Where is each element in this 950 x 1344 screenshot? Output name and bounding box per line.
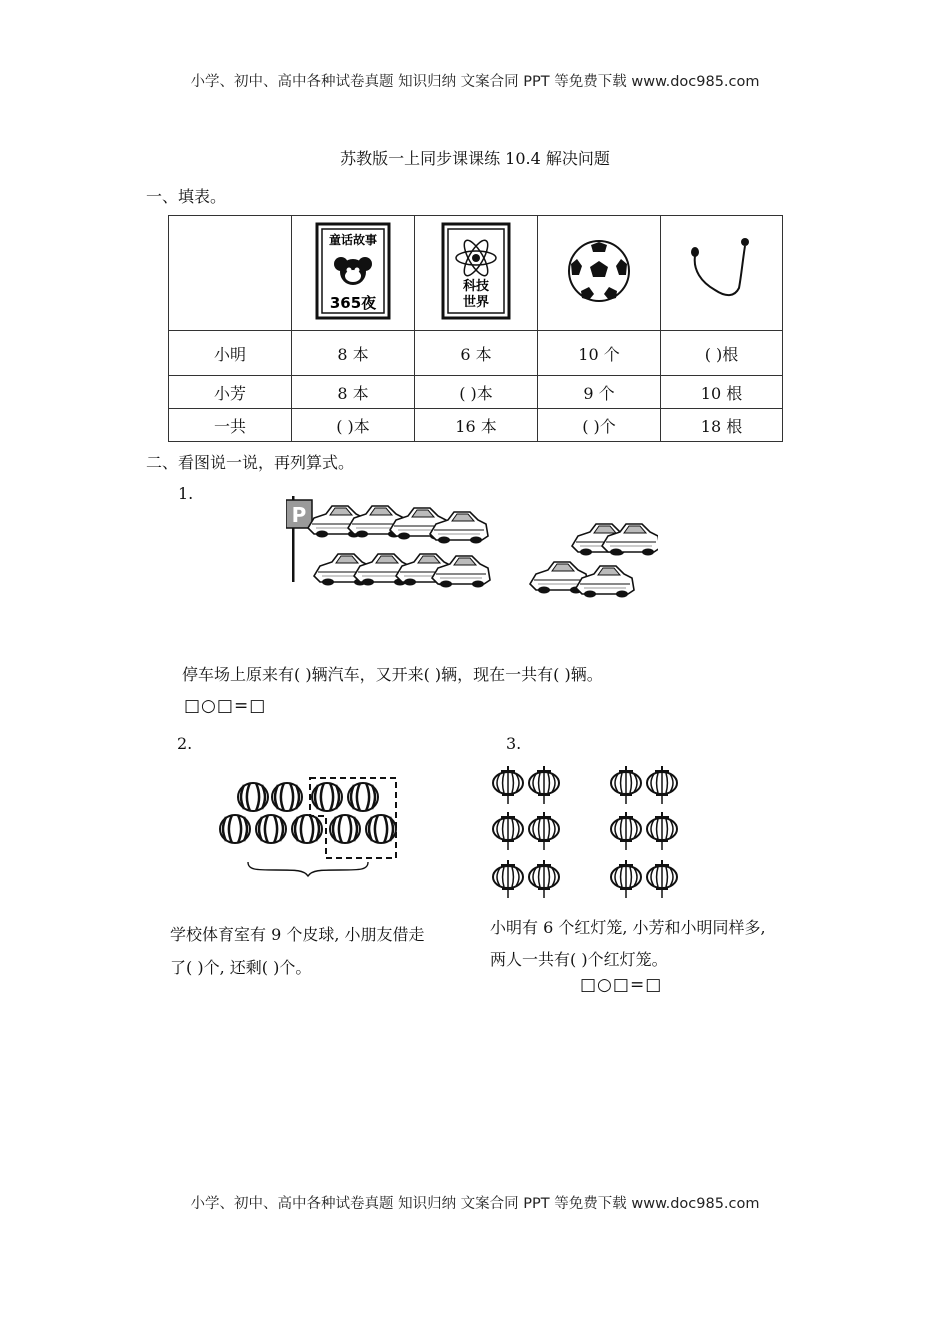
lantern-icon xyxy=(529,812,559,850)
lantern-icon xyxy=(529,860,559,898)
balls-illustration xyxy=(216,774,402,878)
page-footer: 小学、初中、高中各种试卷真题 知识归纳 文案合同 PPT 等免费下载 www.doc985.com xyxy=(190,1196,760,1212)
ball-icon xyxy=(272,783,302,811)
table-cell: 10 根 xyxy=(661,376,783,409)
lantern-icon xyxy=(611,766,641,804)
row-label-total: 一共 xyxy=(169,409,292,442)
page-header: 小学、初中、高中各种试卷真题 知识归纳 文案合同 PPT 等免费下载 www.doc985.com xyxy=(190,74,760,90)
question-3-text-line2: 两人一共有( )个红灯笼。 xyxy=(490,950,668,969)
ball-icon xyxy=(256,815,286,843)
parking-sign-letter: P xyxy=(291,503,307,527)
table-row-images xyxy=(169,216,783,331)
section1-heading: 一、填表。 xyxy=(146,187,227,206)
table-row-xiaofang xyxy=(169,376,783,409)
lantern-icon xyxy=(647,812,677,850)
science-book-line1: 科技 xyxy=(462,279,490,294)
ball-icon xyxy=(312,783,342,811)
science-book-icon xyxy=(441,222,511,320)
lantern-icon xyxy=(493,812,523,850)
lantern-icon xyxy=(493,860,523,898)
fill-table xyxy=(168,215,783,442)
table-cell-blank[interactable]: ( )本 xyxy=(415,376,538,409)
question-1-text: 停车场上原来有( )辆汽车，又开来( )辆，现在一共有( )辆。 xyxy=(182,665,603,684)
question-2-text-line2: 了( )个, 还剩( )个。 xyxy=(170,958,312,977)
table-cell: 8 本 xyxy=(292,331,415,376)
ball-icon xyxy=(238,783,268,811)
science-book-cell xyxy=(415,216,538,331)
lantern-icon xyxy=(529,766,559,804)
question-3-equation: □○□=□ xyxy=(580,975,663,995)
storybook-icon xyxy=(315,222,391,320)
parking-lot-illustration xyxy=(286,494,658,616)
table-cell: 9 个 xyxy=(538,376,661,409)
table-corner-cell xyxy=(169,216,292,331)
row-label-xiaofang: 小芳 xyxy=(169,376,292,409)
question-1-number: 1. xyxy=(178,484,194,503)
question-2-number: 2. xyxy=(177,734,193,753)
page-title: 苏教版一上同步课课练 10.4 解决问题 xyxy=(340,149,610,168)
table-cell-blank[interactable]: ( )本 xyxy=(292,409,415,442)
storybook-cell xyxy=(292,216,415,331)
question-2-text-line1: 学校体育室有 9 个皮球, 小朋友借走 xyxy=(170,925,425,944)
jump-rope-icon xyxy=(687,238,757,304)
ball-icon xyxy=(292,815,322,843)
lantern-icon xyxy=(647,766,677,804)
ball-icon xyxy=(220,815,250,843)
jump-rope-cell xyxy=(661,216,783,331)
table-cell: 10 个 xyxy=(538,331,661,376)
soccer-ball-icon xyxy=(567,239,631,303)
ball-icon xyxy=(366,815,396,843)
table-row-total xyxy=(169,409,783,442)
lantern-icon xyxy=(611,860,641,898)
table-cell: 16 本 xyxy=(415,409,538,442)
car-icon xyxy=(576,566,634,598)
table-cell: 8 本 xyxy=(292,376,415,409)
ball-icon xyxy=(330,815,360,843)
ball-icon xyxy=(348,783,378,811)
table-cell-blank[interactable]: ( )根 xyxy=(661,331,783,376)
question-3-number: 3. xyxy=(506,734,522,753)
table-cell-blank[interactable]: ( )个 xyxy=(538,409,661,442)
science-book-line2: 世界 xyxy=(462,295,490,310)
lantern-icon xyxy=(493,766,523,804)
storybook-title-text: 童话故事 xyxy=(328,233,378,247)
table-cell: 6 本 xyxy=(415,331,538,376)
storybook-number-text: 365夜 xyxy=(329,294,377,312)
question-1-equation: □○□=□ xyxy=(184,696,267,716)
lantern-icon xyxy=(611,812,641,850)
question-3-text-line1: 小明有 6 个红灯笼, 小芳和小明同样多, xyxy=(490,918,766,937)
table-cell: 18 根 xyxy=(661,409,783,442)
table-row-xiaoming xyxy=(169,331,783,376)
lantern-icon xyxy=(647,860,677,898)
soccer-ball-cell xyxy=(538,216,661,331)
total-brace xyxy=(248,862,368,876)
row-label-xiaoming: 小明 xyxy=(169,331,292,376)
lanterns-illustration xyxy=(490,764,686,904)
section2-heading: 二、看图说一说，再列算式。 xyxy=(146,453,355,472)
